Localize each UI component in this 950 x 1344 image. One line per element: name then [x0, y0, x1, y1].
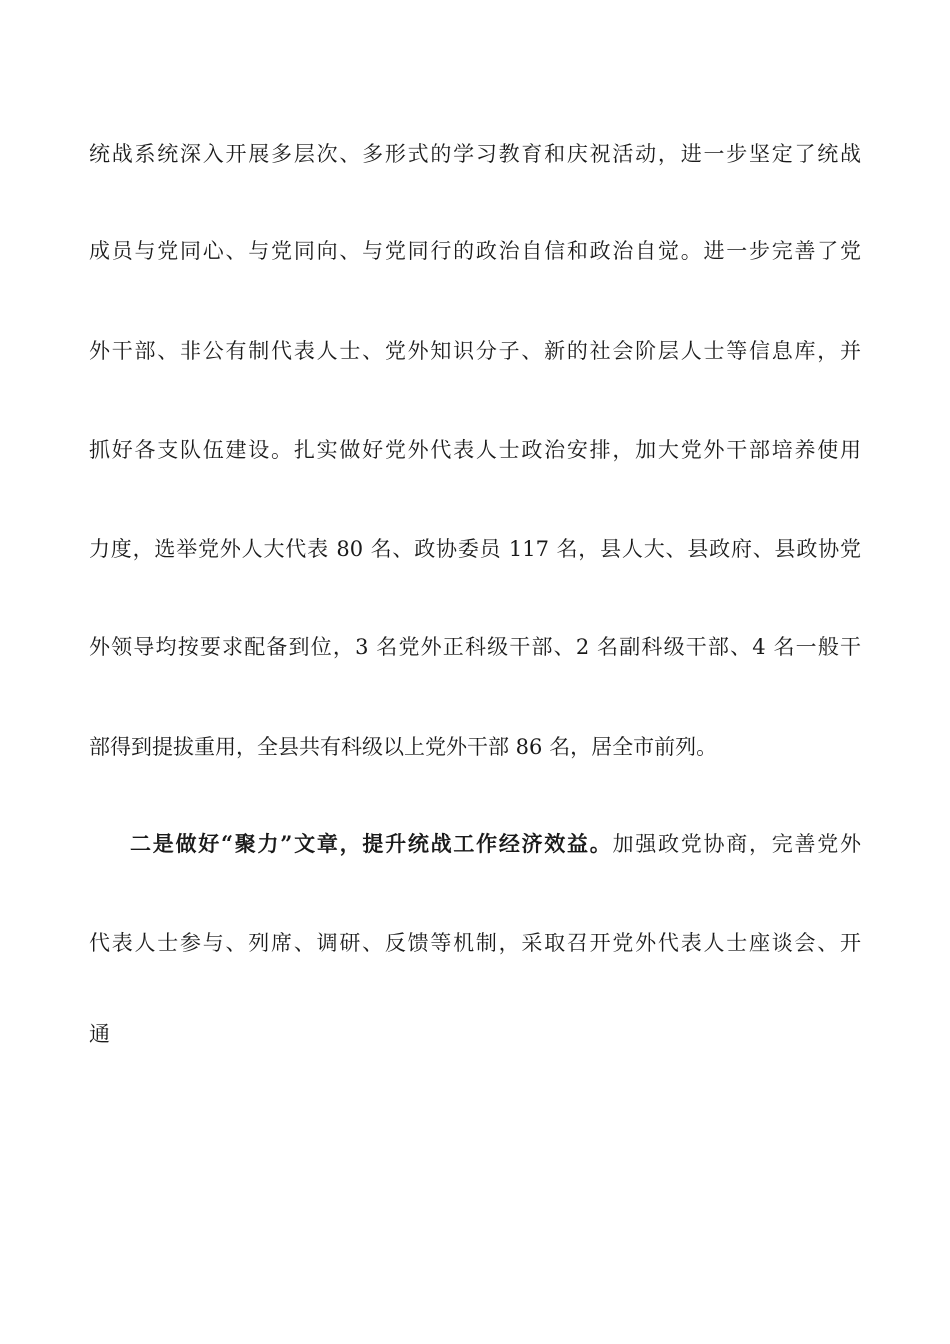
paragraph-line-4: 抓好各支队伍建设。扎实做好党外代表人士政治安排，加大党外干部培养使用: [89, 438, 861, 462]
paragraph-line-6: 外领导均按要求配备到位，3 名党外正科级干部、2 名副科级干部、4 名一般干: [89, 635, 861, 659]
paragraph-line-7: 部得到提拔重用，全县共有科级以上党外干部 86 名，居全市前列。: [89, 735, 718, 759]
paragraph-line-3: 外干部、非公有制代表人士、党外知识分子、新的社会阶层人士等信息库，并: [89, 339, 861, 363]
paragraph-line-1: 统战系统深入开展多层次、多形式的学习教育和庆祝活动，进一步坚定了统战: [89, 142, 861, 166]
section-2-line-2: 代表人士参与、列席、调研、反馈等机制，采取召开党外代表人士座谈会、开: [89, 931, 861, 955]
paragraph-line-5: 力度，选举党外人大代表 80 名、政协委员 117 名，县人大、县政府、县政协党: [89, 537, 861, 561]
paragraph-line-2: 成员与党同心、与党同向、与党同行的政治自信和政治自觉。进一步完善了党: [89, 239, 861, 263]
section-2-first-line: [130, 829, 861, 859]
section-2-line-3: 通: [89, 1022, 110, 1046]
section-2-heading: 二是做好“聚力”文章，提升统战工作经济效益。: [130, 831, 613, 856]
section-2-first-line-text: 加强政党协商，完善党外: [612, 832, 861, 856]
